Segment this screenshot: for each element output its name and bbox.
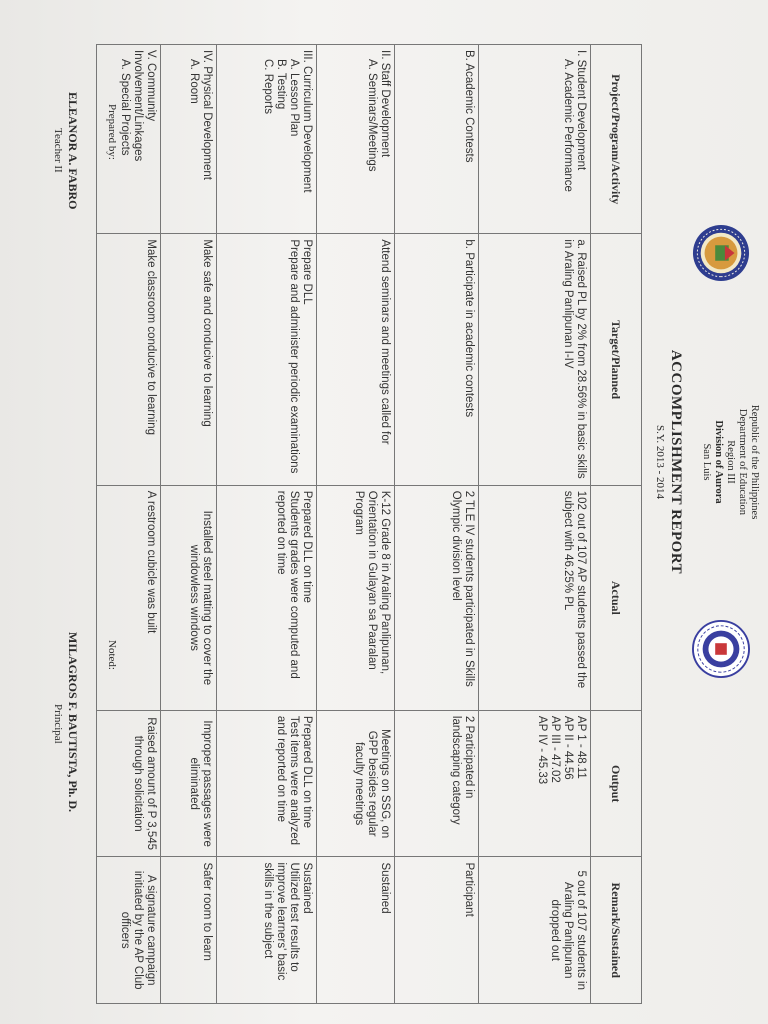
col-header-remark: Remark/Sustained xyxy=(591,857,642,1004)
header-line-2: Department of Education xyxy=(737,408,748,516)
activity-line: V. Community Involvement/Linkages xyxy=(132,50,157,162)
prepared-by-name: ELEANOR A. FABRO xyxy=(66,92,80,210)
activity-line: B. Academic Contests xyxy=(463,50,475,163)
target-cell: a. Raised PL by 2% from 28.56% in basic skills in Araling Panlipunan I-IV xyxy=(479,234,591,485)
header-town: San Luis xyxy=(701,443,712,481)
header-line-1: Republic of the Philippines xyxy=(749,404,760,520)
actual-cell: K-12 Grade 8 in Araling Panlipunan, Orientation in Gulayan sa Paaralan Program xyxy=(317,485,395,710)
letterhead-text xyxy=(700,312,760,612)
output-cell: 2 Participated in landscaping category xyxy=(395,710,479,857)
target-cell: b. Participate in academic contests xyxy=(395,234,479,485)
actual-cell: 102 out of 107 AP students passed the subject with 46.25% PL xyxy=(479,485,591,710)
activity-line: A. Room xyxy=(188,59,200,104)
table-header-row xyxy=(591,45,642,1004)
report-title: ACCOMPLISHMENT REPORT xyxy=(668,349,684,575)
table-row xyxy=(479,45,591,1004)
letterhead xyxy=(638,0,768,1024)
header-division: Division of Aurora xyxy=(713,420,724,504)
target-cell: Make safe and conducive to learning xyxy=(161,234,217,485)
activity-cell xyxy=(217,45,317,234)
col-header-actual: Actual xyxy=(591,485,642,710)
activity-line: A. Special Projects xyxy=(119,59,131,156)
table-row xyxy=(317,45,395,1004)
activity-cell xyxy=(161,45,217,234)
table-row xyxy=(161,45,217,1004)
division-seal-icon xyxy=(692,224,750,282)
output-cell: Prepared DLL on time Test items were analyzed and reported on time xyxy=(217,710,317,857)
target-cell: Attend seminars and meetings called for xyxy=(317,234,395,485)
remark-cell: A signature campaign initiated by the AP Club officers xyxy=(97,857,161,1004)
activity-line: IV. Physical Development xyxy=(201,50,213,180)
output-cell: Improper passages were eliminated xyxy=(161,710,217,857)
output-cell: Meetings on SSG, on GPP besides regular faculty meetings xyxy=(317,710,395,857)
col-header-activity: Project/Program/Activity xyxy=(591,45,642,234)
actual-cell: A restroom cubicle was built xyxy=(97,485,161,710)
output-cell: Raised amount of P 3,545 through solicitation xyxy=(97,710,161,857)
activity-line: B. Testing xyxy=(275,59,287,110)
activity-line: A. Lesson Plan xyxy=(288,59,300,137)
noted-by-name: MILAGROS F. BAUTISTA, Ph. D. xyxy=(66,632,80,813)
prepared-by-label: Prepared by: xyxy=(106,104,118,160)
prepared-by-position: Teacher II xyxy=(52,128,64,173)
activity-line: III. Curriculum Development xyxy=(301,50,313,193)
remark-cell: Participant xyxy=(395,857,479,1004)
output-cell: AP 1 - 48.11 AP II - 44.56 AP III - 47.02 AP IV - 45.33 xyxy=(479,710,591,857)
table-row xyxy=(395,45,479,1004)
noted-label: Noted: xyxy=(106,640,118,670)
activity-line: A. Academic Performance xyxy=(562,59,574,192)
actual-cell: 2 TLE IV students participated in Skills Olympic division level xyxy=(395,485,479,710)
remark-cell: 5 out of 107 students in Araling Panlipunan dropped out xyxy=(479,857,591,1004)
noted-by-position: Principal xyxy=(52,704,64,744)
activity-line: C. Reports xyxy=(262,59,274,114)
actual-cell: Installed steel matting to cover the windowless windows xyxy=(161,485,217,710)
col-header-output: Output xyxy=(591,710,642,857)
activity-line: II. Staff Development xyxy=(379,50,391,158)
target-cell: Make classroom conducive to learning xyxy=(97,234,161,485)
deped-seal-icon xyxy=(692,620,750,678)
activity-cell xyxy=(395,45,479,234)
accomplishment-table xyxy=(96,44,642,1004)
target-cell: Prepare DLL Prepare and administer periodic examinations xyxy=(217,234,317,485)
activity-cell xyxy=(479,45,591,234)
remark-cell: Safer room to learn xyxy=(161,857,217,1004)
actual-cell: Prepared DLL on time Students grades were computed and reported on time xyxy=(217,485,317,710)
remark-cell: Sustained xyxy=(317,857,395,1004)
header-line-3: Region III xyxy=(725,440,736,484)
signature-block xyxy=(8,0,118,1024)
school-year: S.Y. 2013 - 2014 xyxy=(654,424,666,500)
activity-line: A. Seminars/Meetings xyxy=(366,59,378,172)
activity-line: I. Student Development xyxy=(575,50,587,171)
remark-cell: Sustained Utilized test results to improve learners' basic skills in the subject xyxy=(217,857,317,1004)
table-row xyxy=(217,45,317,1004)
col-header-target: Target/Planned xyxy=(591,234,642,485)
activity-cell xyxy=(317,45,395,234)
